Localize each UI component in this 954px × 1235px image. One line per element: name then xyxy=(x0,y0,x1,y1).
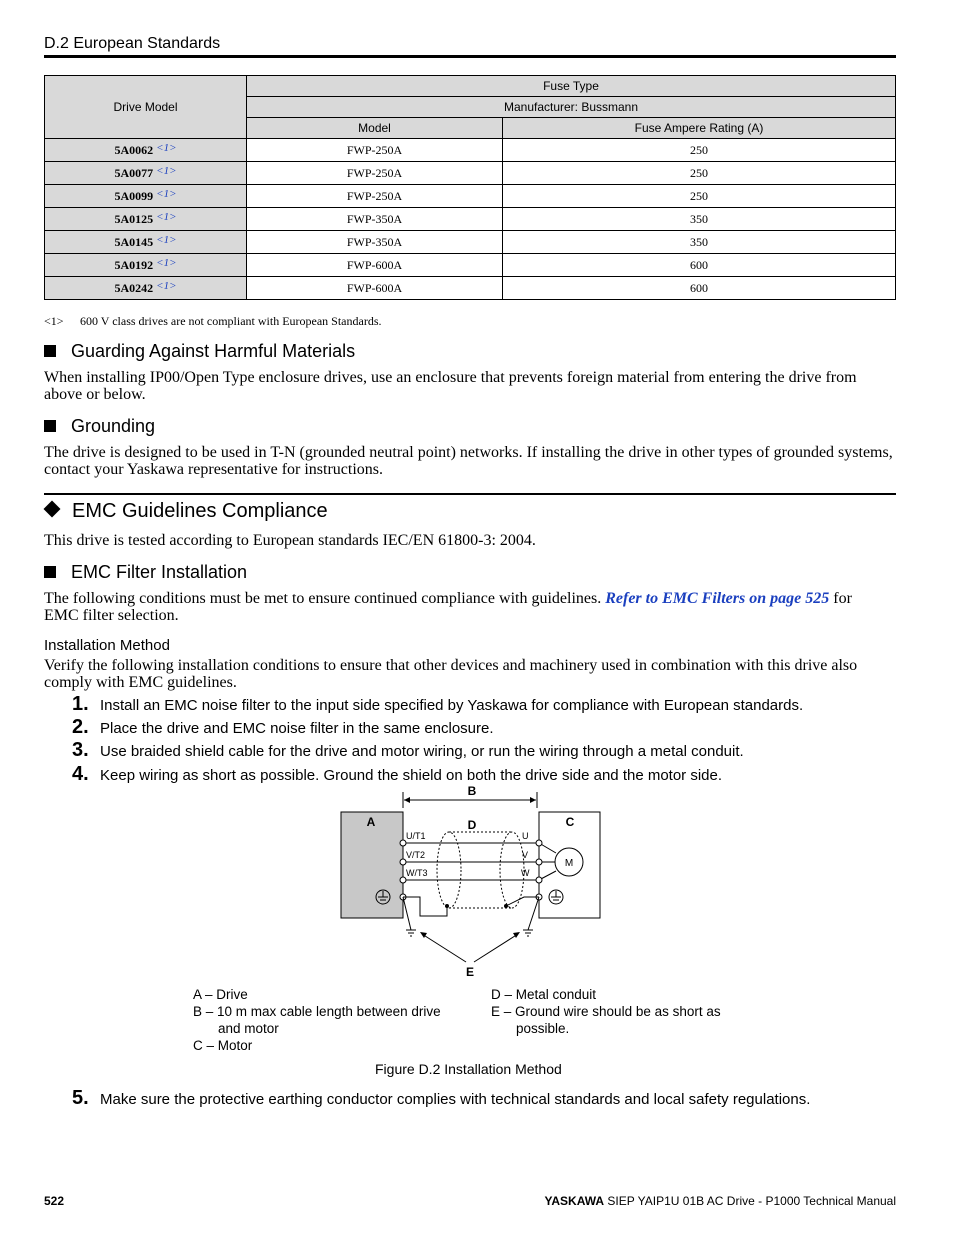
emc-filters-link[interactable]: Refer to EMC Filters on page 525 xyxy=(605,590,830,607)
legend-item: D – Metal conduit xyxy=(491,987,597,1002)
table-row xyxy=(45,231,896,254)
fuse-rating-cell: 250 xyxy=(503,162,896,185)
footer-brand: YASKAWA xyxy=(544,1194,605,1208)
table-row xyxy=(45,277,896,300)
legend-item: C – Motor xyxy=(193,1038,253,1053)
terminal-label: W/T3 xyxy=(406,868,428,878)
shield-node xyxy=(445,904,449,908)
table-footnote xyxy=(44,314,382,329)
fuse-model-cell: FWP-250A xyxy=(247,162,503,185)
footnote-link[interactable]: <1> xyxy=(156,257,177,269)
step-number: 2. xyxy=(72,716,89,738)
guarding-text: When installing IP00/Open Type enclosure drives, use an enclosure that prevents foreign material from entering the drive from above or below. xyxy=(44,369,857,403)
drive-model-cell: 5A0062 <1> xyxy=(45,139,247,162)
col-rating: Fuse Ampere Rating (A) xyxy=(503,118,896,139)
page-number: 522 xyxy=(44,1194,65,1208)
step-number: 3. xyxy=(72,739,89,761)
legend-item: E – Ground wire should be as short as xyxy=(491,1004,721,1019)
label-e: E xyxy=(465,965,475,979)
legend-item: possible. xyxy=(516,1021,570,1036)
emc-title: EMC Guidelines Compliance xyxy=(72,500,328,522)
label-c: C xyxy=(565,815,575,829)
emc-filter-title: EMC Filter Installation xyxy=(71,562,248,582)
col-manufacturer: Manufacturer: Bussmann xyxy=(247,97,896,118)
grounding-title: Grounding xyxy=(71,416,156,436)
label-a: A xyxy=(366,815,376,829)
footnote-link[interactable]: <1> xyxy=(156,188,177,200)
step-number: 5. xyxy=(72,1087,89,1109)
guarding-heading xyxy=(44,341,355,362)
legend-item: and motor xyxy=(218,1021,279,1036)
table-row xyxy=(45,139,896,162)
fuse-model-cell: FWP-250A xyxy=(247,185,503,208)
terminal-label: W xyxy=(521,868,530,878)
footnote-link[interactable]: <1> xyxy=(156,165,177,177)
pointer-e xyxy=(422,934,518,962)
drive-model-cell: 5A0125 <1> xyxy=(45,208,247,231)
installation-method-heading: Installation Method xyxy=(44,637,170,654)
section-header: D.2 European Standards xyxy=(44,35,896,58)
fuse-model-cell: FWP-350A xyxy=(247,231,503,254)
fuse-model-cell: FWP-350A xyxy=(247,208,503,231)
terminal-label: U/T1 xyxy=(406,831,426,841)
col-fuse-type: Fuse Type xyxy=(247,76,896,97)
installation-method-text: Verify the following installation conditions to ensure that other devices and machinery used in combination with this drive also comply with EMC guidelines. xyxy=(44,657,858,691)
fuse-rating-cell: 600 xyxy=(503,254,896,277)
footnote-link[interactable]: <1> xyxy=(156,211,177,223)
grounding-text: The drive is designed to be used in T-N (grounded neutral point) networks. If installing the drive in other types of grounded systems, contact your Yaskawa representative for instructions. xyxy=(44,444,893,478)
terminal-label: U xyxy=(522,831,529,841)
footnote-tag: <1> xyxy=(44,314,64,328)
table-row xyxy=(45,185,896,208)
fuse-rating-cell: 600 xyxy=(503,277,896,300)
label-b: B xyxy=(467,784,477,798)
drive-model-cell: 5A0145 <1> xyxy=(45,231,247,254)
figure-caption: Figure D.2 Installation Method xyxy=(375,1061,562,1077)
table-row xyxy=(45,208,896,231)
fuse-model-cell: FWP-600A xyxy=(247,254,503,277)
emc-filter-heading xyxy=(44,562,247,583)
emc-filter-text: The following conditions must be met to ensure continued compliance with guidelines. Refer to EMC Filters on page 525 for EMC filter selection. xyxy=(44,590,852,624)
fuse-rating-cell: 350 xyxy=(503,208,896,231)
col-model: Model xyxy=(247,118,503,139)
fuse-model-cell: FWP-250A xyxy=(247,139,503,162)
step-text: Install an EMC noise filter to the input side specified by Yaskawa for compliance with European standards. xyxy=(100,697,804,714)
emc-heading xyxy=(44,500,328,523)
section-divider xyxy=(44,493,896,495)
figure-legend-right xyxy=(491,986,721,1037)
diamond-bullet-icon xyxy=(44,501,61,518)
step-text: Make sure the protective earthing conductor complies with technical standards and local safety regulations. xyxy=(100,1091,811,1108)
installation-diagram xyxy=(330,780,620,980)
step-text: Place the drive and EMC noise filter in the same enclosure. xyxy=(100,720,494,737)
square-bullet-icon xyxy=(44,566,56,578)
fuse-table xyxy=(44,75,896,300)
step-text: Keep wiring as short as possible. Ground the shield on both the drive side and the motor side. xyxy=(100,767,723,784)
drive-model-cell: 5A0077 <1> xyxy=(45,162,247,185)
step-number: 1. xyxy=(72,693,89,715)
label-d: D xyxy=(467,818,477,832)
footnote-link[interactable]: <1> xyxy=(156,142,177,154)
figure-legend-left xyxy=(193,986,441,1054)
footnote-text: 600 V class drives are not compliant with European Standards. xyxy=(80,314,382,328)
footer-manual xyxy=(544,1194,896,1208)
fuse-model-cell: FWP-600A xyxy=(247,277,503,300)
step-number: 4. xyxy=(72,763,89,785)
drive-model-cell: 5A0099 <1> xyxy=(45,185,247,208)
dimension-b xyxy=(403,784,537,808)
fuse-rating-cell: 350 xyxy=(503,231,896,254)
legend-item: A – Drive xyxy=(193,987,248,1002)
fuse-rating-cell: 250 xyxy=(503,139,896,162)
square-bullet-icon xyxy=(44,345,56,357)
square-bullet-icon xyxy=(44,420,56,432)
table-row xyxy=(45,162,896,185)
terminal-label: V/T2 xyxy=(406,850,426,860)
grounding-heading xyxy=(44,416,155,437)
legend-item: B – 10 m max cable length between drive xyxy=(193,1004,441,1019)
step-text: Use braided shield cable for the drive and motor wiring, or run the wiring through a metal conduit. xyxy=(100,743,744,760)
label-m: M xyxy=(564,858,574,869)
table-row xyxy=(45,254,896,277)
shield-node xyxy=(504,904,508,908)
terminal-label: V xyxy=(522,850,529,860)
fuse-rating-cell: 250 xyxy=(503,185,896,208)
footnote-link[interactable]: <1> xyxy=(156,234,177,246)
drive-model-cell: 5A0192 <1> xyxy=(45,254,247,277)
drive-model-cell: 5A0242 <1> xyxy=(45,277,247,300)
emc-text: This drive is tested according to European standards IEC/EN 61800-3: 2004. xyxy=(44,532,536,549)
guarding-title: Guarding Against Harmful Materials xyxy=(71,341,356,361)
col-drive-model: Drive Model xyxy=(45,76,247,139)
footer-manual-title: SIEP YAIP1U 01B AC Drive - P1000 Technical Manual xyxy=(604,1194,896,1208)
footnote-link[interactable]: <1> xyxy=(156,280,177,292)
